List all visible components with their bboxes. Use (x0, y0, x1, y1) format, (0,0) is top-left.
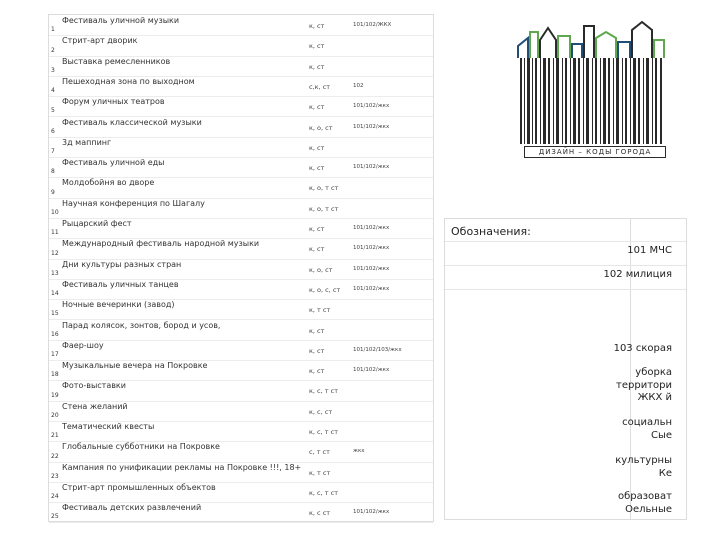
event-number: 7 (51, 148, 55, 156)
event-code: к, с, т ст (309, 488, 338, 497)
event-code: к, с, т ст (309, 428, 338, 436)
legend-item-line: культурны (615, 455, 672, 466)
event-number: 21 (51, 432, 59, 440)
event-name: Фестиваль детских развлечений (62, 503, 202, 513)
event-code: к, ст (309, 225, 325, 233)
event-name: Парад колясок, зонтов, бород и усов, (62, 320, 221, 330)
legend-item (627, 245, 672, 258)
event-name: Стрит-арт промышленных объектов (62, 482, 216, 492)
event-services: 101/102/жкх (353, 509, 390, 516)
event-number: 16 (51, 330, 59, 338)
legend-item (616, 367, 672, 405)
event-number: 10 (51, 208, 59, 216)
event-row (49, 462, 433, 483)
event-number: 1 (51, 26, 55, 34)
event-number: 13 (51, 269, 59, 277)
event-row (49, 502, 433, 523)
event-number: 12 (51, 249, 59, 257)
event-services: 101/102/жкх (353, 245, 390, 252)
event-services: 101/102/103/жкх (353, 346, 402, 353)
legend-item-line: Сые (650, 429, 672, 441)
event-services: 101/102/ЖКХ (353, 22, 392, 28)
legend-item-line: ЖКХ й (637, 392, 672, 403)
event-name: Фаер-шоу (62, 340, 104, 350)
event-code: к, о, ст (309, 265, 333, 274)
event-name: Кампания по унификации рекламы на Покровке !!!, 18+ (62, 462, 302, 472)
legend-item (603, 269, 672, 282)
event-number: 15 (51, 310, 59, 318)
legend-item-line: Ке (658, 467, 672, 479)
legend-item-line: территори (616, 379, 672, 391)
event-row (49, 401, 433, 422)
event-number: 19 (51, 391, 59, 399)
event-code: к, о, ст (309, 123, 333, 132)
event-services: 102 (353, 82, 364, 89)
event-services: 101/102/жкх (353, 285, 390, 292)
legend-item-line: 102 милиция (603, 269, 672, 280)
event-code: к, о, т ст (309, 184, 339, 193)
legend-item-line: Оельные (625, 503, 672, 515)
event-row (49, 299, 433, 320)
event-number: 3 (51, 66, 55, 74)
barcode-bars (520, 58, 662, 144)
event-name: Фестиваль уличной еды (62, 158, 165, 168)
event-row (49, 441, 433, 462)
event-number: 20 (51, 411, 59, 419)
event-number: 8 (51, 168, 55, 176)
event-row (49, 279, 433, 300)
event-code: к, ст (309, 326, 325, 335)
legend-title: Обозначения: (451, 225, 531, 238)
event-name: Стена желаний (62, 401, 128, 411)
legend-panel (444, 218, 687, 520)
event-name: 3д маппинг (62, 137, 112, 147)
event-code: к, т ст (309, 468, 331, 477)
event-code: к, ст (309, 367, 325, 376)
event-services: 101/102/жкх (353, 123, 390, 130)
event-name: Дни культуры разных стран (62, 259, 182, 269)
event-services: 101/102/жкх (353, 265, 390, 272)
event-number: 24 (51, 493, 59, 501)
event-code: к, ст (309, 103, 325, 112)
event-row (49, 35, 433, 56)
legend-item (614, 343, 672, 356)
city-logo (516, 18, 666, 158)
event-name: Стрит-арт дворик (62, 36, 138, 46)
event-services: 101/102/жкх (353, 367, 390, 374)
event-name: Музыкальные вечера на Покровке (62, 361, 208, 371)
events-table (48, 14, 434, 522)
event-services: 101/102/жкх (353, 225, 390, 231)
event-code: к, о, с, ст (309, 285, 341, 294)
event-row (49, 177, 433, 198)
event-name: Научная конференция по Шагалу (62, 198, 205, 208)
logo-caption: ДИЗАЙН – КОДЫ ГОРОДА (524, 146, 666, 158)
event-name: Выставка ремесленников (62, 56, 171, 66)
event-row (49, 218, 433, 239)
event-row (49, 15, 433, 36)
event-number: 22 (51, 452, 59, 460)
event-code: с,к, ст (309, 82, 331, 91)
event-number: 18 (51, 371, 59, 379)
event-row (49, 198, 433, 219)
event-name: Форум уличных театров (62, 97, 165, 107)
event-name: Международный фестиваль народной музыки (62, 239, 260, 249)
event-row (49, 259, 433, 280)
event-row (49, 96, 433, 117)
event-row (49, 238, 433, 259)
legend-item-line: образоват (617, 491, 672, 502)
legend-item-line: социальн (622, 417, 672, 428)
event-number: 17 (51, 351, 59, 359)
event-row (49, 360, 433, 381)
event-name: Фестиваль классической музыки (62, 117, 202, 127)
event-row (49, 482, 433, 503)
event-row (49, 421, 433, 442)
legend-item (618, 491, 672, 516)
event-services: 101/102/жкх (353, 103, 390, 110)
event-row (49, 76, 433, 97)
legend-item-line: уборка (635, 367, 672, 378)
event-row (49, 340, 433, 361)
event-number: 11 (51, 229, 59, 237)
event-name: Тематический квесты (62, 422, 155, 431)
event-number: 2 (51, 46, 55, 54)
event-code: к, ст (309, 22, 325, 30)
skyline (518, 22, 664, 58)
event-number: 23 (51, 472, 59, 480)
event-code: с, т ст (309, 448, 330, 457)
event-code: к, ст (309, 143, 325, 152)
event-row (49, 157, 433, 178)
event-services: 101/102/жкх (353, 164, 390, 171)
event-number: 9 (51, 188, 55, 196)
legend-item (615, 455, 672, 480)
event-code: к, с, т ст (309, 387, 338, 396)
event-name: Пешеходная зона по выходном (62, 76, 195, 86)
event-name: Молдобойня во дворе (62, 178, 155, 188)
event-code: к, ст (309, 42, 325, 51)
event-number: 5 (51, 107, 55, 115)
event-name: Фото-выставки (62, 381, 126, 391)
event-number: 6 (51, 127, 55, 135)
event-code: к, о, т ст (309, 204, 339, 213)
event-code: к, ст (309, 62, 325, 71)
legend-row-line (445, 265, 686, 266)
barcode-city-icon (516, 18, 666, 158)
event-code: к, т ст (309, 306, 331, 315)
legend-item-line: 101 МЧС (627, 245, 672, 256)
legend-row-line (445, 241, 686, 242)
legend-row-line (445, 289, 686, 290)
event-name: Фестиваль уличных танцев (62, 279, 179, 289)
event-number: 14 (51, 290, 59, 298)
event-row (49, 117, 433, 138)
legend-item-line: 103 скорая (613, 343, 672, 354)
legend-item (622, 417, 672, 442)
event-number: 4 (51, 87, 55, 95)
event-row (49, 320, 433, 341)
event-code: к, ст (309, 346, 325, 355)
event-name: Глобальные субботники на Покровке (62, 442, 220, 452)
event-number: 25 (51, 513, 59, 521)
event-code: к, с ст (309, 509, 331, 518)
event-code: к, ст (309, 164, 325, 173)
event-row (49, 56, 433, 77)
event-row (49, 137, 433, 158)
event-services: жкх (353, 448, 365, 455)
event-name: Рыцарский фест (62, 219, 132, 228)
event-name: Фестиваль уличной музыки (62, 16, 180, 25)
event-row (49, 380, 433, 401)
event-code: к, с, ст (309, 407, 333, 416)
event-name: Ночные вечеринки (завод) (62, 300, 175, 310)
event-code: к, ст (309, 245, 325, 254)
